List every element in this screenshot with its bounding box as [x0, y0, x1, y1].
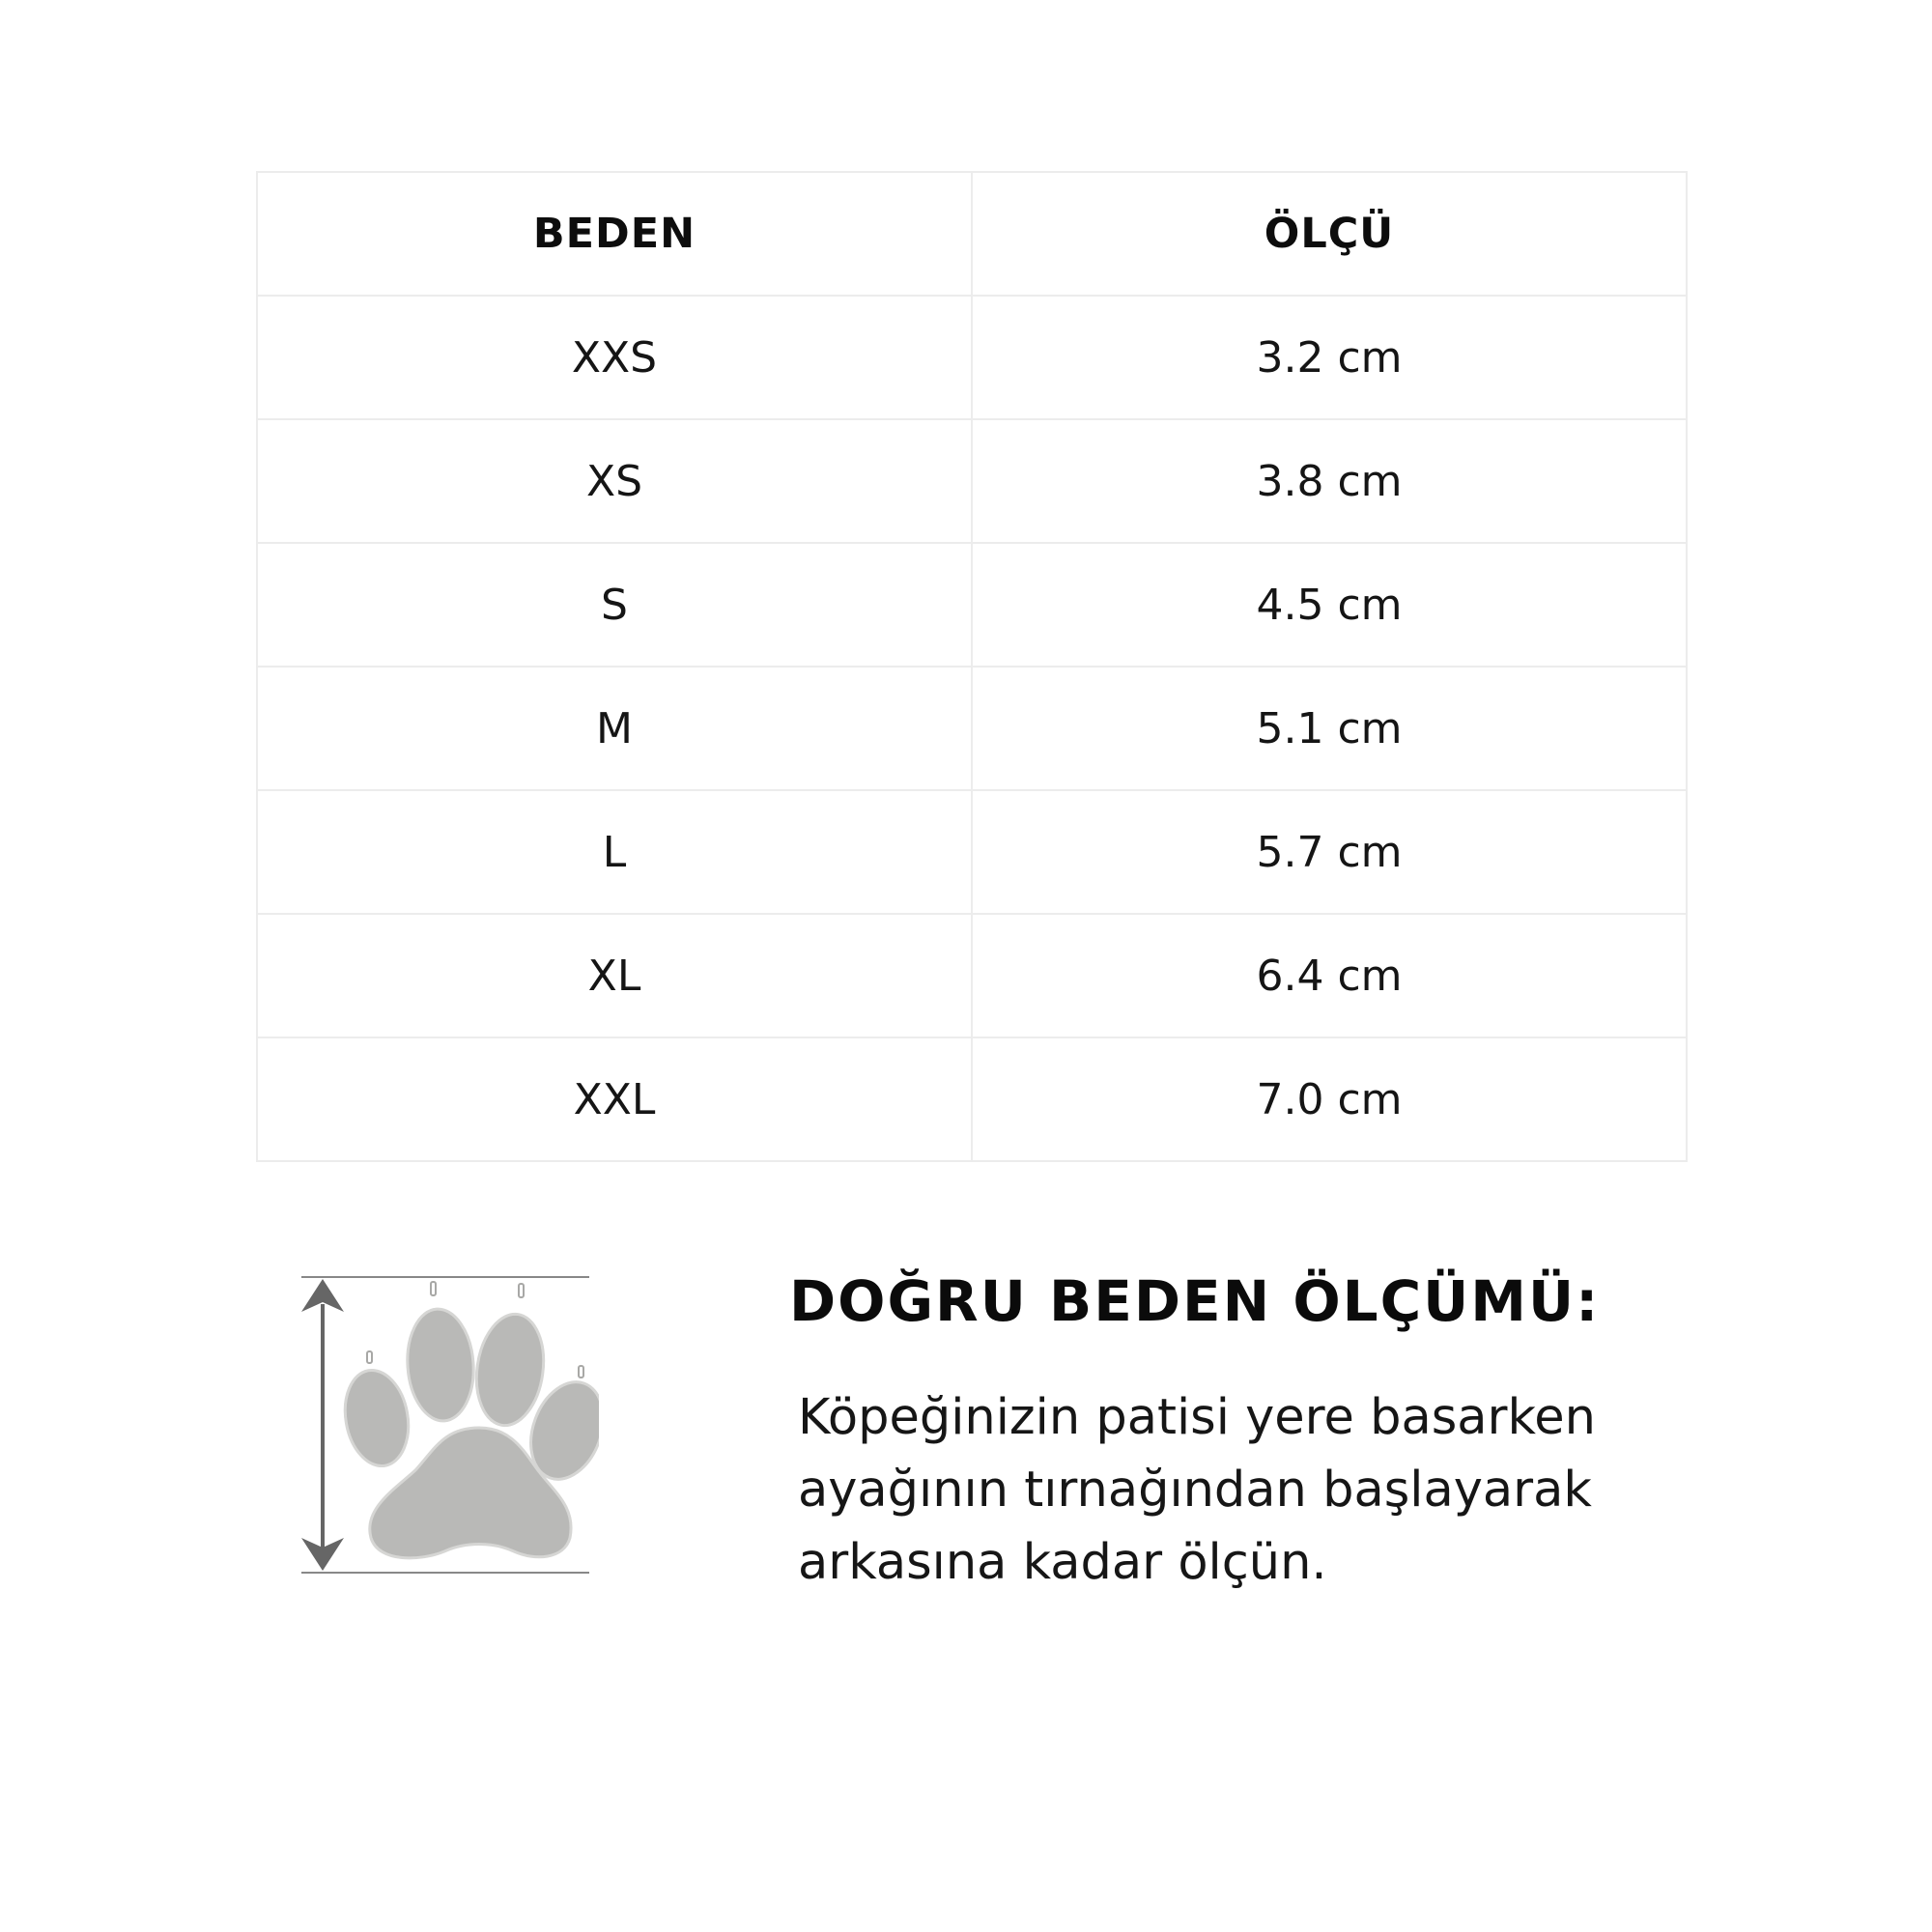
size-cell: XXL — [257, 1037, 972, 1161]
measure-cell: 3.2 cm — [972, 296, 1687, 419]
table-row — [257, 790, 1687, 914]
size-chart-table — [256, 171, 1688, 1162]
size-cell: XL — [257, 914, 972, 1037]
size-cell: XXS — [257, 296, 972, 419]
table-header-row — [257, 172, 1687, 296]
measure-cell: 6.4 cm — [972, 914, 1687, 1037]
measure-cell: 4.5 cm — [972, 543, 1687, 667]
measure-column-header: ÖLÇÜ — [972, 172, 1687, 296]
size-cell: S — [257, 543, 972, 667]
measurement-guide-text — [798, 1381, 1687, 1599]
table-row — [257, 543, 1687, 667]
table-row — [257, 1037, 1687, 1161]
guide-line: ayağının tırnağından başlayarak — [798, 1462, 1592, 1519]
measure-cell: 3.8 cm — [972, 419, 1687, 543]
paw-print-icon — [338, 1307, 599, 1558]
size-cell: XS — [257, 419, 972, 543]
table-row — [257, 667, 1687, 790]
paw-measure-icon — [290, 1265, 599, 1584]
table-row — [257, 914, 1687, 1037]
measurement-guide-title: DOĞRU BEDEN ÖLÇÜMÜ: — [789, 1268, 1601, 1334]
size-column-header: BEDEN — [257, 172, 972, 296]
measure-cell: 5.1 cm — [972, 667, 1687, 790]
table-row — [257, 296, 1687, 419]
claw-marks-icon — [367, 1282, 583, 1378]
guide-line: arkasına kadar ölçün. — [798, 1534, 1327, 1591]
measure-arrow-icon — [301, 1279, 344, 1571]
size-cell: M — [257, 667, 972, 790]
measure-cell: 7.0 cm — [972, 1037, 1687, 1161]
guide-line: Köpeğinizin patisi yere basarken — [798, 1389, 1596, 1446]
table-row — [257, 419, 1687, 543]
measure-cell: 5.7 cm — [972, 790, 1687, 914]
size-cell: L — [257, 790, 972, 914]
